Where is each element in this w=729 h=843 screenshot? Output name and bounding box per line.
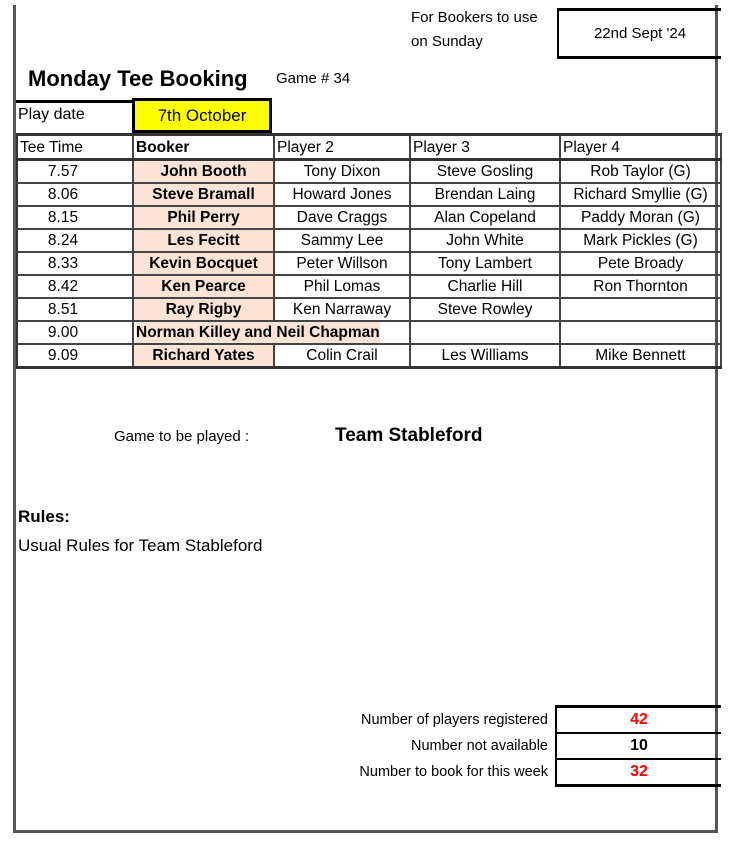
table-row (17, 206, 721, 229)
issue-date: 22nd Sept '24 (557, 8, 721, 59)
tee-time-cell: 8.06 (17, 183, 133, 206)
player4-cell: Paddy Moran (G) (560, 206, 721, 229)
booker-cell: Phil Perry (133, 206, 274, 229)
table-header-row (17, 135, 721, 160)
player4-cell: Mark Pickles (G) (560, 229, 721, 252)
unavailable-value: 10 (556, 733, 721, 759)
tee-time-cell: 7.57 (17, 160, 133, 184)
player4-cell (560, 298, 721, 321)
table-row (17, 321, 721, 344)
tee-time-cell: 9.00 (17, 321, 133, 344)
game-number: Game # 34 (276, 70, 351, 87)
table-row (17, 275, 721, 298)
player-count-summary (320, 705, 721, 787)
summary-row (320, 707, 721, 734)
summary-row (320, 759, 721, 786)
player2-cell: Howard Jones (274, 183, 410, 206)
player2-cell: Colin Crail (274, 344, 410, 368)
booker-cell: Steve Bramall (133, 183, 274, 206)
player2-cell: Sammy Lee (274, 229, 410, 252)
player3-cell: Les Williams (410, 344, 560, 368)
player2-cell: Ken Narraway (274, 298, 410, 321)
tee-time-cell: 8.33 (17, 252, 133, 275)
col-header-tee-time: Tee Time (17, 135, 133, 160)
registered-value: 42 (556, 707, 721, 734)
player3-cell: Steve Rowley (410, 298, 560, 321)
player3-cell: Charlie Hill (410, 275, 560, 298)
to-book-value: 32 (556, 759, 721, 786)
game-name: Team Stableford (335, 425, 483, 446)
booker-cell: John Booth (133, 160, 274, 184)
tee-time-cell: 8.51 (17, 298, 133, 321)
booker-cell: Les Fecitt (133, 229, 274, 252)
bookers-note-line2: on Sunday (411, 33, 483, 50)
player4-cell: Rob Taylor (G) (560, 160, 721, 184)
tee-time-table (16, 133, 722, 369)
col-header-player4: Player 4 (560, 135, 721, 160)
booker-span-cell (133, 321, 410, 344)
booker-span-text: Norman Killey and Neil Chapman (136, 324, 380, 341)
player4-cell: Richard Smyllie (G) (560, 183, 721, 206)
booker-cell: Kevin Bocquet (133, 252, 274, 275)
table-row (17, 252, 721, 275)
table-row (17, 160, 721, 184)
unavailable-label: Number not available (410, 738, 548, 754)
player4-cell: Pete Broady (560, 252, 721, 275)
summary-row (320, 733, 721, 759)
player3-cell: Brendan Laing (410, 183, 560, 206)
player3-cell: Tony Lambert (410, 252, 560, 275)
booker-cell: Ray Rigby (133, 298, 274, 321)
table-row (17, 229, 721, 252)
booker-cell: Richard Yates (133, 344, 274, 368)
player2-cell: Dave Craggs (274, 206, 410, 229)
player2-cell: Peter Willson (274, 252, 410, 275)
tee-time-cell: 8.24 (17, 229, 133, 252)
player3-cell: Steve Gosling (410, 160, 560, 184)
player4-cell: Ron Thornton (560, 275, 721, 298)
player2-cell: Tony Dixon (274, 160, 410, 184)
booker-cell: Ken Pearce (133, 275, 274, 298)
tee-time-cell: 8.15 (17, 206, 133, 229)
col-header-booker: Booker (133, 135, 274, 160)
tee-time-cell: 9.09 (17, 344, 133, 368)
player4-cell (560, 321, 721, 344)
table-row (17, 183, 721, 206)
bookers-note-line1: For Bookers to use (411, 9, 538, 26)
tee-time-cell: 8.42 (17, 275, 133, 298)
to-book-label: Number to book for this week (359, 764, 548, 781)
player3-cell (410, 321, 560, 344)
registered-label: Number of players registered (361, 711, 548, 728)
table-row (17, 344, 721, 368)
play-date-value: 7th October (132, 98, 272, 133)
rules-text: Usual Rules for Team Stableford (18, 536, 263, 555)
table-row (17, 298, 721, 321)
player3-cell: John White (410, 229, 560, 252)
rules-heading: Rules: (18, 507, 70, 526)
player4-cell: Mike Bennett (560, 344, 721, 368)
game-label: Game to be played : (114, 428, 250, 445)
col-header-player3: Player 3 (410, 135, 560, 160)
play-date-label: Play date (16, 100, 132, 131)
player2-cell: Phil Lomas (274, 275, 410, 298)
bookers-note (411, 6, 538, 54)
col-header-player2: Player 2 (274, 135, 410, 160)
page-title: Monday Tee Booking (28, 66, 248, 91)
player3-cell: Alan Copeland (410, 206, 560, 229)
